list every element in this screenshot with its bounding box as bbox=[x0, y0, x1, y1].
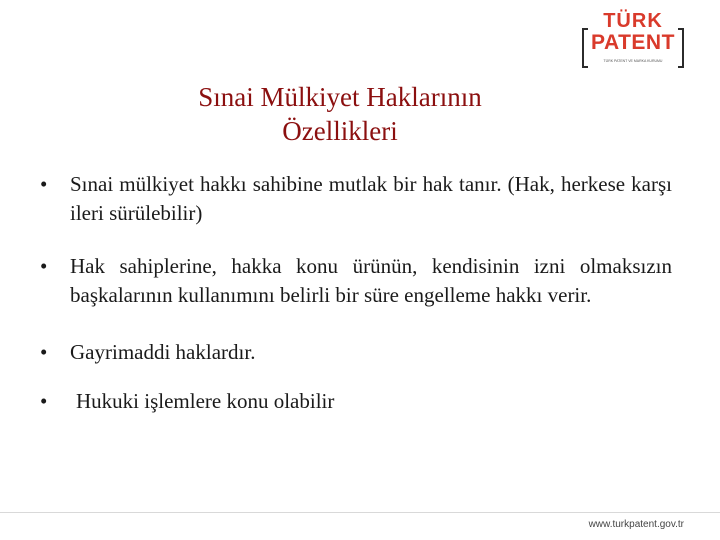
slide-title-line-1: Sınai Mülkiyet Haklarının bbox=[198, 82, 482, 112]
bullet-dot: • bbox=[40, 172, 48, 196]
slide-title bbox=[140, 80, 540, 148]
logo-turk-text: TÜRK bbox=[603, 10, 663, 32]
bullet-list bbox=[40, 170, 672, 416]
bullet-item bbox=[40, 252, 672, 310]
logo-subtitle: TÜRK PATENT VE MARKA KURUMU bbox=[603, 59, 663, 63]
bullet-text: Gayrimaddi haklardır. bbox=[70, 340, 256, 364]
logo-patent-text: PATENT bbox=[591, 31, 675, 54]
turkpatent-logo bbox=[580, 10, 686, 66]
bullet-text: Hak sahiplerine, hakka konu ürünün, kendisinin izni olmaksızın başkalarının kullanımını belirli bir süre engelleme hakkı verir. bbox=[70, 254, 672, 307]
footer-divider bbox=[0, 512, 720, 513]
footer-url[interactable]: www.turkpatent.gov.tr bbox=[588, 519, 684, 530]
bullet-text: Hukuki işlemlere konu olabilir bbox=[76, 389, 335, 413]
bullet-dot: • bbox=[40, 389, 48, 413]
bullet-item bbox=[40, 170, 672, 228]
slide-title-line-2: Özellikleri bbox=[282, 116, 398, 146]
bullet-dot: • bbox=[40, 254, 48, 278]
bullet-dot: • bbox=[40, 340, 48, 364]
bullet-text: Sınai mülkiyet hakkı sahibine mutlak bir hak tanır. (Hak, herkese karşı ileri sürülebilir) bbox=[70, 172, 672, 225]
bullet-item bbox=[40, 338, 672, 367]
bullet-item bbox=[40, 387, 672, 416]
